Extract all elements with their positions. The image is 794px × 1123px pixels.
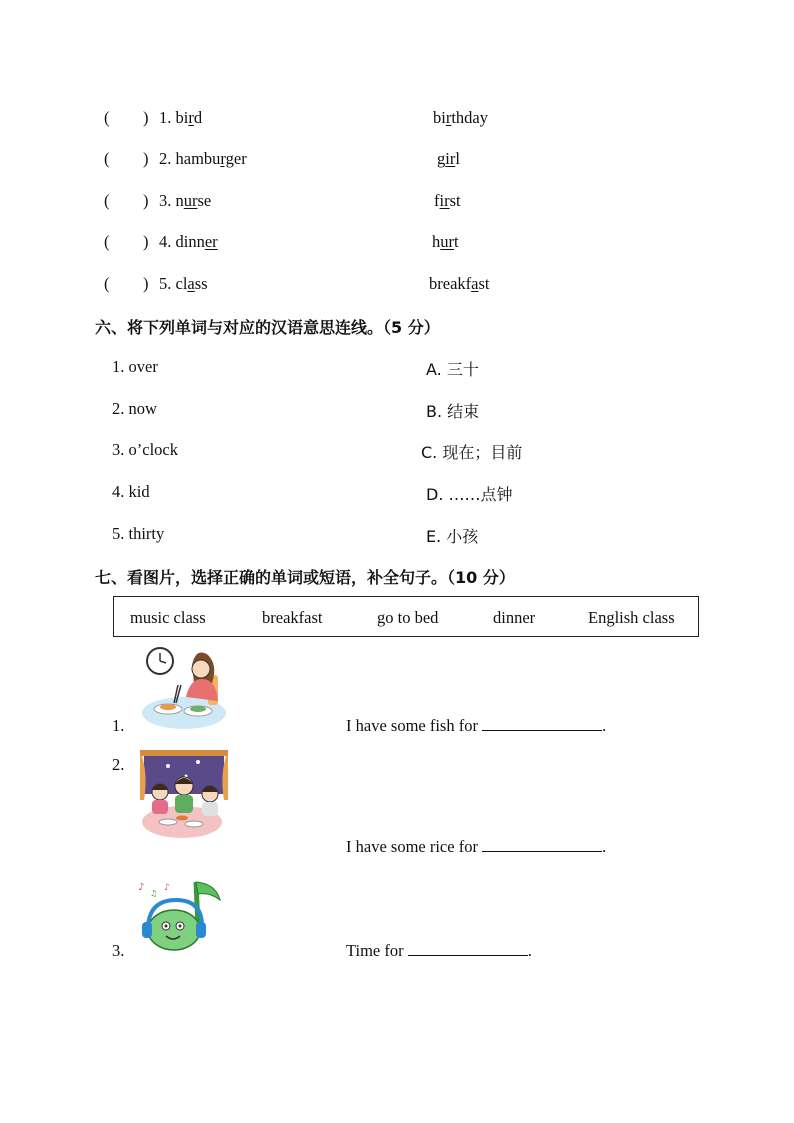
underlined-letters: ur [183,191,198,210]
word-part: er [233,149,247,168]
word-bank-item: English class [588,608,675,627]
word-bank-item: breakfast [262,608,323,627]
answer-blank[interactable] [482,716,602,731]
word-left [159,274,208,294]
word-bank-item: dinner [493,608,536,627]
underlined-letters: ir [439,191,450,210]
sentence-end: . [527,941,532,960]
word-bank-item: go to bed [377,608,439,627]
sentence-2 [346,837,606,857]
match-left-2: 2. now [112,399,157,418]
word-part: n [175,191,184,210]
word-left [159,232,218,252]
sentence-end: . [602,716,607,735]
item-number: 1. [159,108,172,127]
item-number: 4. [159,232,172,251]
item-number: 3. [112,941,125,960]
music-note-icon [136,876,226,956]
word-right [437,149,460,169]
answer-paren-open [104,232,110,252]
underlined-letters: a [187,274,195,293]
paren-close: ) [143,149,149,168]
match-left-4: 4. kid [112,482,150,501]
word-part: g [437,149,446,168]
sentence-text: Time for [346,941,404,960]
match-right-a: A. 三十 [426,360,479,379]
answer-slot[interactable] [114,108,142,128]
paren-close: ) [143,274,149,293]
item-number: 2. [112,755,125,774]
underlined-letters: a [471,274,479,293]
answer-blank[interactable] [408,941,528,956]
paren-open: ( [104,191,110,210]
answer-slot[interactable] [114,149,142,169]
word-part: l [455,149,460,168]
section7-heading: 七、看图片，选择正确的单词或短语，补全句子。（10 分） [95,568,515,587]
paren-close: ) [143,191,149,210]
underlined-letters: rg [220,149,234,168]
paren-open: ( [104,108,110,127]
answer-slot[interactable] [114,191,142,211]
sentence-text: I have some fish for [346,716,478,735]
word-left [159,108,202,128]
paren-open: ( [104,232,110,251]
family-dinner-icon [138,750,230,842]
paren-close: ) [143,108,149,127]
item-number: 5. [159,274,172,293]
word-right [432,232,459,252]
sentence-end: . [602,837,607,856]
answer-slot[interactable] [114,232,142,252]
word-part: d [193,108,203,127]
word-right [433,108,488,128]
svg-text:♪: ♪ [138,882,145,893]
underlined-letters: ur [440,232,454,251]
section6-heading: 六、将下列单词与对应的汉语意思连线。（5 分） [95,318,440,337]
word-part: bi [175,108,189,127]
word-part: ss [194,274,208,293]
answer-paren-close [143,191,149,211]
word-part: se [197,191,212,210]
word-part: thday [451,108,489,127]
answer-paren-close [143,232,149,252]
underlined-letters: ir [445,149,456,168]
word-part: hambu [175,149,221,168]
girl-eating-icon [138,645,228,733]
sentence-1 [346,716,606,736]
word-right [429,274,489,294]
word-part: cl [175,274,188,293]
word-part: bi [433,108,446,127]
sentence-3 [346,941,532,961]
match-right-c: C. 现在；目前 [421,443,523,462]
answer-paren-open [104,274,110,294]
answer-paren-open [104,108,110,128]
word-part: f [434,191,440,210]
sentence-text: I have some rice for [346,837,478,856]
word-part: st [449,191,461,210]
answer-paren-close [143,108,149,128]
underlined-letters: r [445,108,452,127]
match-right-b: B. 结束 [426,402,480,421]
answer-paren-close [143,149,149,169]
svg-text:♫: ♫ [150,889,158,898]
item-number: 3. [159,191,172,210]
word-part: t [454,232,459,251]
underlined-letters: er [204,232,218,251]
svg-text:♪: ♪ [164,883,170,893]
answer-paren-close [143,274,149,294]
answer-paren-open [104,149,110,169]
item-number: 1. [112,716,125,735]
word-bank-box [113,596,699,637]
match-right-e: E. 小孩 [426,527,479,546]
item-number: 2. [159,149,172,168]
word-left [159,191,211,211]
answer-slot[interactable] [114,274,142,294]
word-part: st [478,274,490,293]
match-left-1: 1. over [112,357,158,376]
word-part: h [432,232,441,251]
word-part: breakf [429,274,472,293]
word-right [434,191,461,211]
match-right-d: D. ……点钟 [426,485,513,504]
paren-close: ) [143,232,149,251]
underlined-letters: r [188,108,194,127]
word-part: dinn [175,232,205,251]
paren-open: ( [104,274,110,293]
answer-blank[interactable] [482,837,602,852]
match-left-3: 3. o’clock [112,440,178,459]
paren-open: ( [104,149,110,168]
answer-paren-open [104,191,110,211]
word-left [159,149,247,169]
match-left-5: 5. thirty [112,524,165,543]
word-bank-item: music class [130,608,206,627]
